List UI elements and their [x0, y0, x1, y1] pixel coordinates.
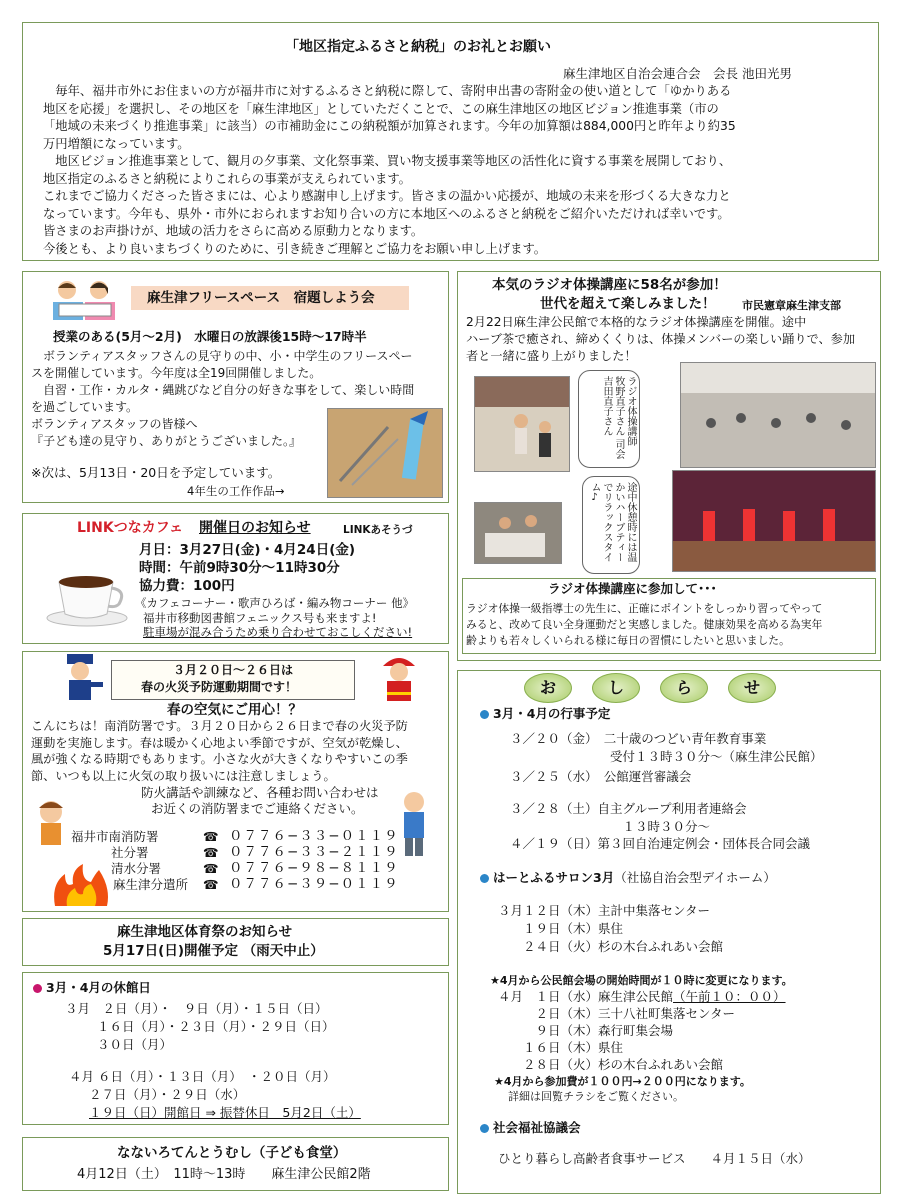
furusato-title: 「地区指定ふるさと納税」のお礼とお願い: [285, 39, 551, 55]
oshirase-char-shi: し: [592, 673, 640, 703]
fire-station-tel: ０７７６−９８−８１１９: [229, 860, 399, 876]
holiday-line: １９日（日）開館日 ⇒ 振替休日 5月2日（土）: [89, 1105, 361, 1120]
fire-station-name: 清水分署: [111, 861, 162, 876]
salon-title: [480, 869, 776, 886]
radio-review-title: ラジオ体操講座に参加して･･･: [548, 581, 717, 596]
exercise-hall-photo: [680, 362, 876, 468]
children-reading-icon: [49, 278, 119, 322]
furusato-section: [22, 22, 879, 261]
fire-contact1: 防火講話や訓練など、各種お問い合わせは: [141, 785, 379, 800]
cafeteria-info: 4月12日（土） 11時～13時 麻生津公民館2階: [77, 1167, 371, 1182]
salon-line: ３月１２日（木）主計中集落センター: [498, 903, 711, 918]
police-officer-icon: [55, 654, 105, 702]
welfare-title-text: 社会福祉協議会: [493, 1120, 581, 1135]
furusato-line: なっています。今年も、県外・市外におられますお知り合いの方に本地区へのふるさと納税をご紹介いただければ幸いです。: [43, 206, 730, 221]
april-line: ２８日（火）杉の木台ふれあい会館: [498, 1057, 724, 1072]
radio-review-line: みると、改めて良い全身運動だと実感しました。健康効果を高める為実年: [466, 618, 823, 631]
radio-line: 者と一緒に盛り上がりました！: [466, 349, 637, 363]
link-cafe-org: LINKあそうづ: [343, 524, 413, 536]
event-line: ３／２０（金） 二十歳のつどい青年教育事業: [510, 731, 767, 746]
dance-performance-photo: [672, 470, 876, 572]
fire-station-name: 麻生津分遣所: [113, 877, 189, 892]
child-icon: [31, 798, 71, 848]
welfare-title: [480, 1119, 581, 1136]
sports-festival-date: 5月17日(日)開催予定 （雨天中止）: [103, 943, 324, 959]
holiday-line: ３０日（月）: [97, 1037, 173, 1052]
fire-line: 風が強くなる時期でもあります。小さな火が大きくなりやすいこの季: [31, 752, 408, 766]
oshirase-char-se: せ: [728, 673, 776, 703]
radio-title2: 世代を超えて楽しみました！: [540, 296, 716, 312]
instructor-bubble-text: ラジオ体操講師 牧野直子さん: [613, 376, 636, 456]
furusato-line: 万円増額になっています。: [43, 136, 190, 151]
furusato-line: 皆さまのお声掛けが、地域の活力をさらに高める原動力となります。: [43, 224, 424, 238]
event-line: ３／２８（土）自主グループ利用者連絡会: [510, 801, 747, 816]
furusato-line: 今後とも、より良いまちづくりのために、引き続きご理解とご協力をお願い申し上げます。: [43, 241, 547, 256]
link-cafe-fee: 協力費：100円: [139, 578, 235, 594]
freespace-section: [22, 271, 449, 503]
herb-tea-photo: [474, 502, 562, 564]
april-line: ９日（木）森行町集会場: [498, 1023, 674, 1038]
welfare-line: ひとり暮らし高齢者食事サービス ４月１５日（水）: [498, 1151, 811, 1166]
freespace-schedule: 授業のある(5月～2月) 水曜日の放課後15時～17時半: [53, 329, 367, 344]
fire-heading: 春の空気にご用心！？: [167, 702, 302, 718]
host-bubble-text: 司会 吉田直子さん: [601, 376, 624, 470]
radio-review-line: ラジオ体操一級指導士の先生に、正確にポイントをしっかり習ってやって: [466, 602, 823, 615]
fire-station-tel: ０７７６−３３−２１１９: [229, 844, 399, 860]
furusato-line: 地区を応援」を選択し、その地区を「麻生津地区」としていただくことで、この麻生津地区の地区ビジョン推進事業（市の: [43, 101, 719, 116]
holiday-line: ３月 ２日（月）・ ９日（月）・１５日（日）: [65, 1001, 328, 1016]
events-dot: [480, 710, 489, 719]
link-cafe-note1: 《カフェコーナー・歌声ひろば・編み物コーナー 他》: [135, 596, 415, 610]
april-line: [498, 989, 786, 1005]
fire-line: 節、いつも以上に火気の取り扱いには注意しましょう。: [31, 768, 336, 783]
phone-icon: ☎: [203, 877, 219, 892]
radio-exercise-section: [457, 271, 881, 661]
fire-banner-line1: ３月２０日～２６日は: [173, 663, 294, 677]
radio-org: 市民憲章麻生津支部: [742, 299, 841, 312]
salon-notice-time: ★4月から公民館会場の開始時間が１０時に変更になります。: [490, 974, 793, 987]
fire-line: こんにちは！南消防署です。３月２０日から２６日まで春の火災予防: [31, 719, 408, 733]
salon-notice-fee: ★4月から参加費が１００円→２００円になります。: [494, 1075, 751, 1088]
oshirase-char-ra: ら: [660, 673, 708, 703]
link-cafe-time: 時間：午前9時30分～11時30分: [139, 560, 340, 576]
tea-break-bubble: 途中休憩時には温かいハーブティーでリラックスタイム♪: [582, 476, 640, 574]
oshirase-section: [457, 670, 881, 1194]
salon-title-text: はーとふるサロン3月: [493, 870, 615, 885]
april-line: １６日（木）県住: [498, 1040, 624, 1055]
salon-line: ２４日（火）杉の木台ふれあい会館: [498, 939, 724, 954]
holiday-line: ２７日（月）・２９日（水）: [89, 1087, 246, 1102]
fire-prevention-section: [22, 651, 449, 912]
holidays-section: [22, 972, 449, 1125]
link-cafe-title: LINKつなカフェ: [77, 520, 183, 536]
freespace-line: を過ごしています。: [31, 400, 139, 414]
freespace-title: 麻生津フリースペース 宿題しよう会: [147, 290, 375, 306]
instructor-bubble: [578, 370, 640, 468]
event-line: ３／２５（水） 公館運営審議会: [510, 769, 692, 784]
events-title: [480, 705, 610, 722]
fire-station-name: 福井市南消防署: [71, 829, 159, 844]
freespace-line: ボランティアスタッフさんの見守りの中、小・中学生のフリースペー: [31, 349, 413, 363]
fire-line: 運動を実施します。春は暖かく心地よい季節ですが、空気が乾燥し、: [31, 735, 408, 750]
april-line-text: ４月 １日（水）麻生津公民館: [498, 989, 674, 1004]
fire-contact2: お近くの消防署までご連絡ください。: [151, 801, 364, 816]
freespace-line: ボランティアスタッフの皆様へ: [31, 417, 198, 431]
instructor-photo: [474, 376, 570, 472]
fire-station-name: 社分署: [111, 845, 149, 860]
fire-banner-line2: 春の火災予防運動期間です！: [141, 680, 298, 694]
phone-icon: ☎: [203, 845, 219, 860]
furusato-line: 地区ビジョン推進事業として、観月の夕事業、文化祭事業、買い物支援事業等地区の活性化に資する事業を展開しており、: [43, 154, 732, 168]
holidays-dot: [33, 984, 42, 993]
furusato-line: 地区指定のふるさと納税によりこれらの事業が支えられています。: [43, 171, 411, 186]
link-cafe-title2: 開催日のお知らせ: [199, 520, 311, 536]
cafeteria-section: [22, 1137, 449, 1191]
furusato-line: 「地域の未来づくり推進事業」に該当）の市補助金にこの納税額が加算されます。今年の加算額は884,000円と昨年より約35: [43, 119, 736, 133]
sports-festival-title: 麻生津地区体育祭のお知らせ: [117, 924, 293, 940]
phone-icon: ☎: [203, 861, 219, 876]
event-line: 受付１３時３０分～（麻生津公民館）: [510, 749, 823, 764]
event-line: ４／１９（日）第３回自治連定例会・団体長合同会議: [510, 836, 811, 851]
radio-title1: 本気のラジオ体操講座に58名が参加！: [492, 277, 727, 293]
link-cafe-note2: 福井市移動図書館フェニックス号も来ますよ!: [143, 611, 377, 625]
salon-subtitle: （社協自治会型デイホーム）: [614, 870, 776, 885]
link-cafe-note3: 駐車場が混み合うため乗り合わせておこしください!: [143, 625, 413, 639]
link-cafe-section: [22, 513, 449, 644]
coffee-cup-icon: [45, 566, 133, 628]
fire-station-tel: ０７７６−３９−０１１９: [229, 876, 399, 892]
furusato-line: 毎年、福井市外にお住まいの方が福井市に対するふるさと納税に際して、寄附申出書の寄附金の使い道として「ゆかりある: [43, 84, 732, 98]
april-line-extra: （午前１０：００）: [673, 989, 786, 1004]
welfare-dot: [480, 1124, 489, 1133]
radio-review-line: 齢よりも若々しくいられる様に毎日の習慣にしたいと思いました。: [466, 634, 790, 647]
holidays-title-text: 3月・4月の休館日: [46, 980, 151, 995]
fire-flame-icon: [51, 864, 111, 906]
fire-station-tel: ０７７６−３３−０１１９: [229, 828, 399, 844]
furusato-author: 麻生津地区自治会連合会 会長 池田光男: [563, 66, 792, 81]
freespace-line: 『子ども達の見守り、ありがとうございました。』: [31, 434, 302, 448]
holiday-line: １６日（月）・２３日（月）・２９日（日）: [97, 1019, 335, 1034]
radio-line: 2月22日麻生津公民館で本格的なラジオ体操講座を開催。途中: [466, 315, 807, 329]
oshirase-char-o: お: [524, 673, 572, 703]
cafeteria-title: なないろてんとうむし（子ども食堂）: [117, 1145, 347, 1161]
events-title-text: 3月・4月の行事予定: [493, 706, 611, 721]
freespace-next: ※次は、5月13日・20日を予定しています。: [31, 465, 281, 480]
freespace-line: スを開催しています。今年度は全19回開催しました。: [31, 366, 322, 380]
freespace-line: 自習・工作・カルタ・縄跳びなど自分の好きな事をして、楽しい時間: [31, 383, 415, 397]
holidays-title: [33, 979, 151, 996]
salon-notice-detail: 詳細は回覧チラシをご覧ください。: [508, 1090, 684, 1103]
salon-dot: [480, 874, 489, 883]
event-line: １３時３０分～: [510, 819, 711, 834]
furusato-line: これまでご協力くださった皆さまには、心より感謝申し上げます。皆さまの温かい応援が、地域の未来を形づくる大きな力と: [43, 189, 731, 203]
holiday-line: ４月 ６日（月）・１３日（月） ・２０日（月）: [69, 1069, 336, 1084]
link-cafe-date: 月日：3月27日(金)・4月24日(金): [139, 542, 356, 558]
april-line: ２日（木）三十八社町集落センター: [498, 1006, 736, 1021]
firefighter-icon: [375, 654, 423, 702]
sports-festival-section: [22, 918, 449, 966]
phone-icon: ☎: [203, 829, 219, 844]
radio-line: ハーブ茶で癒され、締めくくりは、体操メンバーの楽しい踊りで、参加: [466, 332, 856, 346]
salon-line: １９日（木）県住: [498, 921, 624, 936]
freespace-caption: 4年生の工作作品→: [187, 484, 285, 498]
craft-work-photo: [327, 408, 443, 498]
